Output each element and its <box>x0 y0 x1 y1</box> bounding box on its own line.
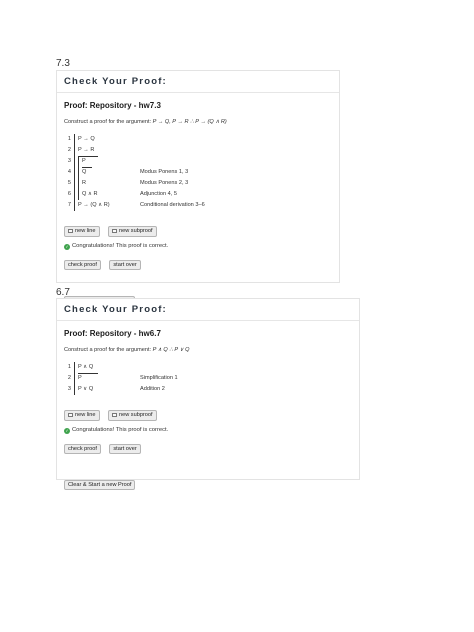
line-formula[interactable]: P ∨ Q <box>78 386 94 392</box>
proof-line <box>64 145 332 156</box>
line-formula[interactable]: P ∧ Q <box>78 362 98 374</box>
proof-bar <box>74 134 75 145</box>
line-justification[interactable]: Addition 2 <box>140 386 165 392</box>
proof-line <box>64 156 332 167</box>
check-circle-icon: ✓ <box>65 427 69 433</box>
start-over-button[interactable]: start over <box>109 260 140 271</box>
line-justification[interactable]: Conditional derivation 3–6 <box>140 202 205 208</box>
clear-row <box>64 473 352 491</box>
clear-start-new-proof-button[interactable]: Clear & Start a new Proof <box>64 480 135 491</box>
proof-check-buttons <box>64 437 352 455</box>
new-line-button[interactable] <box>64 410 100 421</box>
proof-edit-buttons <box>64 403 352 421</box>
new-subproof-label: new subproof <box>118 228 153 234</box>
proof-title: Proof: Repository - hw7.3 <box>64 101 161 110</box>
success-text: Congratulations! This proof is correct. <box>72 243 169 249</box>
line-number: 3 <box>67 386 71 392</box>
new-subproof-icon <box>112 229 117 233</box>
new-line-button[interactable] <box>64 226 100 237</box>
line-formula[interactable]: Q ∧ R <box>82 191 98 197</box>
panel-header: Check Your Proof: <box>57 71 339 93</box>
line-number: 1 <box>67 364 71 370</box>
line-justification[interactable]: Modus Ponens 2, 3 <box>140 180 189 186</box>
line-number: 4 <box>67 169 71 175</box>
line-formula[interactable]: P <box>82 156 92 168</box>
instructions-prefix: Construct a proof for the argument: <box>64 119 153 125</box>
instructions-prefix: Construct a proof for the argument: <box>64 347 153 353</box>
proof-checker-panel <box>56 70 340 283</box>
start-over-button[interactable]: start over <box>109 444 140 455</box>
line-number: 2 <box>67 147 71 153</box>
new-subproof-button[interactable] <box>108 226 157 237</box>
instructions <box>64 347 352 353</box>
line-number: 7 <box>67 202 71 208</box>
subproof-bar <box>78 167 79 178</box>
line-number: 1 <box>67 136 71 142</box>
proof-bar <box>74 200 75 211</box>
proof-title: Proof: Repository - hw6.7 <box>64 329 161 338</box>
line-number: 2 <box>67 375 71 381</box>
proof-bar <box>74 362 75 373</box>
success-message <box>64 427 352 434</box>
line-justification[interactable]: Simplification 1 <box>140 375 178 381</box>
proof-bar <box>74 384 75 395</box>
section-label: 7.3 <box>56 58 70 69</box>
instructions <box>64 119 332 125</box>
new-line-icon <box>68 413 73 417</box>
proof-line <box>64 200 332 211</box>
line-justification[interactable]: Adjunction 4, 5 <box>140 191 178 197</box>
proof-checker-panel <box>56 298 360 488</box>
proof-bar <box>74 178 75 189</box>
proof-lines <box>64 362 352 395</box>
argument: P ∧ Q ∴ P ∨ Q <box>152 347 190 353</box>
argument: P → Q, P → R ∴ P → (Q ∧ R) <box>152 119 227 125</box>
subproof-bar <box>78 178 79 189</box>
proof-line <box>64 362 352 373</box>
line-formula[interactable]: P → Q <box>78 136 95 142</box>
new-subproof-icon <box>112 413 117 417</box>
proof-bar <box>74 167 75 178</box>
proof-bar <box>74 373 75 384</box>
line-number: 3 <box>67 158 71 164</box>
subproof-bar <box>78 189 79 200</box>
proof-bar <box>74 145 75 156</box>
proof-line <box>64 373 352 384</box>
panel-header: Check Your Proof: <box>57 299 359 321</box>
line-number: 5 <box>67 180 71 186</box>
line-number: 6 <box>67 191 71 197</box>
subproof-bar <box>78 156 79 167</box>
proof-line <box>64 167 332 178</box>
check-proof-button[interactable]: check proof <box>64 260 101 271</box>
proof-bar <box>74 189 75 200</box>
proof-bar <box>74 156 75 167</box>
new-line-label: new line <box>75 228 96 234</box>
proof-line <box>64 134 332 145</box>
line-formula[interactable]: P → R <box>78 145 98 157</box>
proof-line <box>64 178 332 189</box>
line-justification[interactable]: Modus Ponens 1, 3 <box>140 169 189 175</box>
new-line-label: new line <box>75 412 96 418</box>
line-formula[interactable]: R <box>82 180 87 186</box>
check-circle-icon: ✓ <box>65 243 69 249</box>
new-subproof-button[interactable] <box>108 410 157 421</box>
check-proof-button[interactable]: check proof <box>64 444 101 455</box>
proof-line <box>64 189 332 200</box>
section-label: 6.7 <box>56 287 70 298</box>
proof-lines <box>64 134 332 211</box>
success-message <box>64 243 332 250</box>
line-formula[interactable]: Q <box>82 169 87 175</box>
proof-check-buttons <box>64 253 332 271</box>
new-line-icon <box>68 229 73 233</box>
line-formula[interactable]: P → (Q ∧ R) <box>78 202 110 208</box>
proof-line <box>64 384 352 395</box>
new-subproof-label: new subproof <box>118 412 153 418</box>
proof-edit-buttons <box>64 219 332 237</box>
success-text: Congratulations! This proof is correct. <box>72 427 169 433</box>
line-formula[interactable]: P <box>78 375 82 381</box>
